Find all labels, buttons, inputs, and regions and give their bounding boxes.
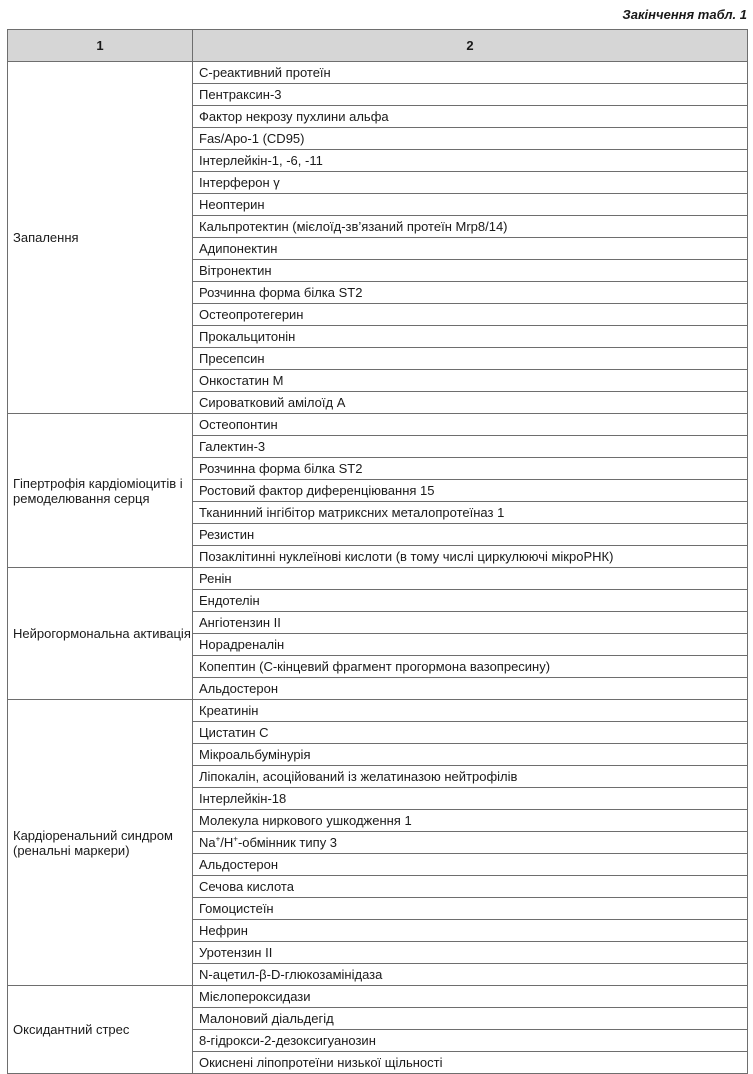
marker-text-part: Na: [199, 835, 216, 850]
marker-cell: Галектин-3: [193, 436, 748, 458]
marker-cell: Позаклітинні нуклеїнові кислоти (в тому числі циркулюючі мікроРНК): [193, 546, 748, 568]
marker-cell: Резистин: [193, 524, 748, 546]
marker-cell: Ангіотензин II: [193, 612, 748, 634]
superscript-plus: +: [215, 834, 221, 844]
category-cell: Кардіоренальний синдром (ренальні маркери): [8, 700, 193, 986]
marker-cell: Уротензин II: [193, 942, 748, 964]
marker-cell: Прокальцитонін: [193, 326, 748, 348]
marker-text-part: /H: [220, 835, 234, 850]
marker-cell: Тканинний інгібітор матриксних металопротеїназ 1: [193, 502, 748, 524]
marker-cell: Фактор некрозу пухлини альфа: [193, 106, 748, 128]
marker-cell: Ліпокалін, асоційований із желатиназою нейтрофілів: [193, 766, 748, 788]
header-row: [8, 30, 748, 62]
biomarkers-table: [7, 29, 748, 1074]
marker-cell: [193, 832, 748, 854]
marker-cell: Ренін: [193, 568, 748, 590]
marker-cell: Окиснені ліпопротеїни низької щільності: [193, 1052, 748, 1074]
marker-cell: Молекула ниркового ушкодження 1: [193, 810, 748, 832]
marker-cell: Остеопонтин: [193, 414, 748, 436]
marker-cell: Онкостатин М: [193, 370, 748, 392]
marker-cell: Цистатин С: [193, 722, 748, 744]
marker-cell: Малоновий діальдегід: [193, 1008, 748, 1030]
marker-cell: Копептин (С-кінцевий фрагмент прогормона вазопресину): [193, 656, 748, 678]
marker-cell: Альдостерон: [193, 854, 748, 876]
marker-cell: Норадреналін: [193, 634, 748, 656]
column-header-1: 1: [8, 30, 193, 62]
marker-cell: Адипонектин: [193, 238, 748, 260]
marker-cell: Мікроальбумінурія: [193, 744, 748, 766]
marker-cell: 8-гідрокси-2-дезоксигуанозин: [193, 1030, 748, 1052]
marker-cell: Мієлопероксидази: [193, 986, 748, 1008]
table-row: [8, 986, 748, 1008]
marker-cell: Сироватковий амілоїд А: [193, 392, 748, 414]
marker-cell: Пентраксин-3: [193, 84, 748, 106]
category-cell: Гіпертрофія кардіоміоцитів і ремоделювання серця: [8, 414, 193, 568]
table-row: [8, 568, 748, 590]
marker-text-part: -обмінник типу 3: [237, 835, 338, 850]
table-caption: Закінчення табл. 1: [622, 7, 747, 22]
marker-cell: Сечова кислота: [193, 876, 748, 898]
marker-cell: Альдостерон: [193, 678, 748, 700]
column-header-2: 2: [193, 30, 748, 62]
category-cell: Нейрогормональна активація: [8, 568, 193, 700]
marker-cell: Креатинін: [193, 700, 748, 722]
table-row: [8, 62, 748, 84]
marker-cell: Неоптерин: [193, 194, 748, 216]
table-row: [8, 700, 748, 722]
marker-cell: Розчинна форма білка ST2: [193, 458, 748, 480]
marker-cell: Остеопротегерин: [193, 304, 748, 326]
marker-cell: Гомоцистеїн: [193, 898, 748, 920]
marker-cell: Вітронектин: [193, 260, 748, 282]
marker-cell: Кальпротектин (мієлоїд-зв’язаний протеїн Mrp8/14): [193, 216, 748, 238]
category-cell: Запалення: [8, 62, 193, 414]
marker-cell: Інтерферон γ: [193, 172, 748, 194]
marker-cell: Пресепсин: [193, 348, 748, 370]
category-cell: Оксидантний стрес: [8, 986, 193, 1074]
marker-cell: Інтерлейкін-18: [193, 788, 748, 810]
table-row: [8, 414, 748, 436]
marker-cell: N-ацетил-β-D-глюкозамінідаза: [193, 964, 748, 986]
marker-cell: Fas/Apo-1 (CD95): [193, 128, 748, 150]
marker-cell: Розчинна форма білка ST2: [193, 282, 748, 304]
marker-cell: С-реактивний протеїн: [193, 62, 748, 84]
marker-cell: Інтерлейкін-1, -6, -11: [193, 150, 748, 172]
marker-cell: Ростовий фактор диференціювання 15: [193, 480, 748, 502]
table-body: [8, 62, 748, 1074]
marker-cell: Ендотелін: [193, 590, 748, 612]
marker-cell: Нефрин: [193, 920, 748, 942]
superscript-plus: +: [233, 834, 238, 844]
